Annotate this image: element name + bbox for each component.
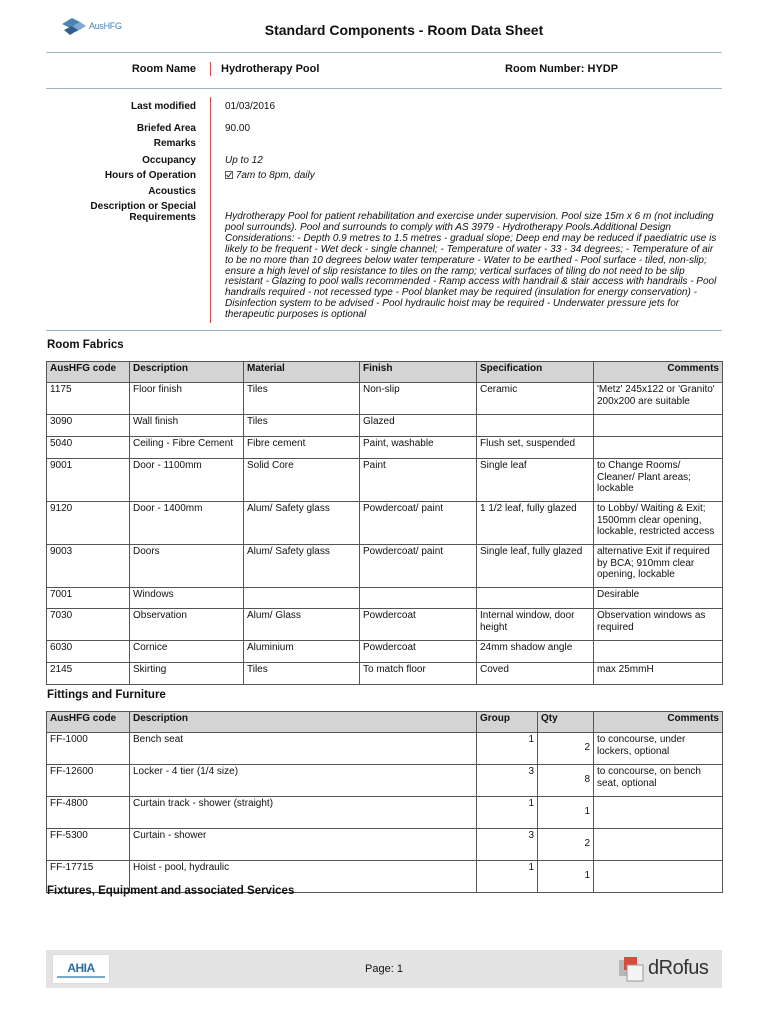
cell-code: FF-5300 [47, 829, 130, 861]
occupancy-label: Occupancy [142, 155, 196, 166]
fittings-table [46, 711, 723, 893]
table-row [47, 641, 723, 663]
cell-description: Curtain track - shower (straight) [130, 797, 477, 829]
cell-code: FF-12600 [47, 765, 130, 797]
cell-code: 1175 [47, 383, 130, 415]
cell-finish: Powdercoat/ paint [360, 545, 477, 588]
fittings-title: Fittings and Furniture [47, 689, 166, 701]
page-footer [46, 950, 722, 988]
cell-comments: Desirable [594, 588, 723, 609]
cell-description: Curtain - shower [130, 829, 477, 861]
cell-finish: Paint, washable [360, 437, 477, 459]
cell-comments: Observation windows as required [594, 609, 723, 641]
remarks-label: Remarks [153, 138, 196, 149]
cell-description: Observation [130, 609, 244, 641]
cell-group: 1 [477, 733, 538, 765]
room-name-separator [210, 62, 211, 76]
checkbox-checked-icon [225, 171, 233, 179]
briefed-area-label: Briefed Area [136, 123, 196, 134]
cell-material: Alum/ Glass [244, 609, 360, 641]
cell-description: Ceiling - Fibre Cement [130, 437, 244, 459]
cell-description: Locker - 4 tier (1/4 size) [130, 765, 477, 797]
cell-group: 1 [477, 797, 538, 829]
table-row [47, 829, 723, 861]
col-header-group: Group [477, 712, 538, 733]
cell-material: Tiles [244, 663, 360, 685]
cell-group: 1 [477, 861, 538, 893]
cell-finish: Powdercoat/ paint [360, 502, 477, 545]
cell-description: Door - 1100mm [130, 459, 244, 502]
cell-qty: 1 [538, 861, 594, 893]
table-row [47, 733, 723, 765]
cell-specification: Single leaf, fully glazed [477, 545, 594, 588]
col-header-code: AusHFG code [47, 712, 130, 733]
cell-description: Windows [130, 588, 244, 609]
cell-material: Tiles [244, 383, 360, 415]
cell-comments [594, 437, 723, 459]
cell-specification: Flush set, suspended [477, 437, 594, 459]
cell-comments: to concourse, on bench seat, optional [594, 765, 723, 797]
last-modified-value: 01/03/2016 [225, 101, 276, 112]
cell-qty: 8 [538, 765, 594, 797]
cell-finish: Powdercoat [360, 641, 477, 663]
room-name-label: Room Name [131, 63, 196, 75]
table-row [47, 459, 723, 502]
cell-specification [477, 588, 594, 609]
col-header-code: AusHFG code [47, 362, 130, 383]
cell-material: Solid Core [244, 459, 360, 502]
cell-description: Door - 1400mm [130, 502, 244, 545]
drofus-logo-icon [616, 954, 646, 984]
cell-description: Cornice [130, 641, 244, 663]
table-row [47, 588, 723, 609]
col-header-comments: Comments [594, 362, 723, 383]
table-header-row [47, 712, 723, 733]
cell-description: Skirting [130, 663, 244, 685]
last-modified-label: Last modified [130, 101, 196, 112]
cell-code: 2145 [47, 663, 130, 685]
col-header-comments: Comments [594, 712, 723, 733]
table-row [47, 797, 723, 829]
cell-material: Tiles [244, 415, 360, 437]
col-header-description: Description [130, 712, 477, 733]
cell-code: FF-17715 [47, 861, 130, 893]
col-header-qty: Qty [538, 712, 594, 733]
cell-specification: 1 1/2 leaf, fully glazed [477, 502, 594, 545]
cell-material: Aluminium [244, 641, 360, 663]
cell-code: 9001 [47, 459, 130, 502]
room-fabrics-title: Room Fabrics [47, 339, 124, 351]
cell-code: 5040 [47, 437, 130, 459]
cell-code: 7030 [47, 609, 130, 641]
cell-material: Fibre cement [244, 437, 360, 459]
cell-specification: Single leaf [477, 459, 594, 502]
cell-group: 3 [477, 765, 538, 797]
room-fabrics-table [46, 361, 723, 685]
hours-value [225, 170, 315, 181]
col-header-description: Description [130, 362, 244, 383]
cell-comments: to Change Rooms/ Cleaner/ Plant areas; lockable [594, 459, 723, 502]
cell-finish: Non-slip [360, 383, 477, 415]
cell-comments [594, 797, 723, 829]
table-row [47, 437, 723, 459]
ahia-logo-underline [57, 976, 105, 978]
cell-specification [477, 415, 594, 437]
cell-group: 3 [477, 829, 538, 861]
cell-code: FF-4800 [47, 797, 130, 829]
cell-code: 9003 [47, 545, 130, 588]
cell-comments [594, 861, 723, 893]
cell-specification: Ceramic [477, 383, 594, 415]
hours-text: 7am to 8pm, daily [235, 170, 315, 181]
drofus-logo-text: dRofus [648, 957, 709, 979]
ahia-logo-text: AHIA [67, 961, 95, 975]
acoustics-label: Acoustics [148, 186, 196, 197]
drofus-logo [616, 954, 720, 984]
table-row [47, 663, 723, 685]
cell-specification: Coved [477, 663, 594, 685]
cell-description: Hoist - pool, hydraulic [130, 861, 477, 893]
cell-description: Wall finish [130, 415, 244, 437]
table-row [47, 502, 723, 545]
table-row [47, 765, 723, 797]
table-row [47, 383, 723, 415]
col-header-material: Material [244, 362, 360, 383]
cell-qty: 2 [538, 829, 594, 861]
cell-code: FF-1000 [47, 733, 130, 765]
occupancy-value: Up to 12 [225, 155, 263, 166]
logo-text: AusHFG [89, 21, 122, 31]
cell-comments: to Lobby/ Waiting & Exit; 1500mm clear opening, lockable, restricted access [594, 502, 723, 545]
room-name: Hydrotherapy Pool [221, 63, 320, 75]
page-title: Standard Components - Room Data Sheet [264, 22, 544, 38]
cell-material: Alum/ Safety glass [244, 502, 360, 545]
cell-comments [594, 415, 723, 437]
cell-comments: 'Metz' 245x122 or 'Granito' 200x200 are suitable [594, 383, 723, 415]
page-number: Page: 1 [365, 963, 403, 975]
cell-finish: To match floor [360, 663, 477, 685]
briefed-area-value: 90.00 [225, 123, 251, 134]
details-separator [210, 97, 211, 323]
cell-specification: 24mm shadow angle [477, 641, 594, 663]
table-row [47, 545, 723, 588]
col-header-finish: Finish [360, 362, 477, 383]
cell-comments: alternative Exit if required by BCA; 910mm clear opening, lockable [594, 545, 723, 588]
description-value: Hydrotherapy Pool for patient rehabilitation and exercise under supervision. Pool size 15m x 6 m (not including pool surrounds). Pool and surrounds to comply with AS 3979 - Hydrotherapy Pools.Additional Design Considerations: - Depth 0.9 metres to 1.5 metres - gradual slope; Deep end may be reduced if paediatric use is likely to be frequent - Wet deck - single channel; - Temperature of water - 33 - 34 degrees; - Temperature of air to be no more than 10 degrees below water temperature - Water to be earthed - Pool surface - tiled, non-slip; ensure a high level of slip resistance to tiles on the ramp; vertical surfaces of tiling do not need to be slip resistant - Glazing to pool walls recommended - Ramp access with handrail & stair access with handrails - Pool handrails required - not recessed type - Pool blanket may be required (insulation for energy conservation) - Disinfection system to be advised - Pool hydraulic hoist may be required - Underwater pressure jets for therapeutic purposes is optional [225, 211, 717, 321]
cell-material [244, 588, 360, 609]
cell-description: Doors [130, 545, 244, 588]
col-header-specification: Specification [477, 362, 594, 383]
cell-code: 3090 [47, 415, 130, 437]
cell-comments [594, 641, 723, 663]
table-row [47, 609, 723, 641]
cell-comments: to concourse, under lockers, optional [594, 733, 723, 765]
cell-specification: Internal window, door height [477, 609, 594, 641]
cell-code: 9120 [47, 502, 130, 545]
fixtures-title: Fixtures, Equipment and associated Services [47, 885, 295, 897]
room-divider [46, 88, 722, 89]
cell-qty: 2 [538, 733, 594, 765]
cell-description: Floor finish [130, 383, 244, 415]
header-divider [46, 52, 722, 53]
description-label [60, 201, 196, 223]
cell-finish [360, 588, 477, 609]
cell-code: 7001 [47, 588, 130, 609]
cell-material: Alum/ Safety glass [244, 545, 360, 588]
table-row [47, 415, 723, 437]
description-label-line1: Description or Special [90, 201, 196, 212]
hours-label: Hours of Operation [104, 170, 196, 181]
cell-finish: Powdercoat [360, 609, 477, 641]
cell-comments [594, 829, 723, 861]
table-header-row [47, 362, 723, 383]
cell-code: 6030 [47, 641, 130, 663]
cell-qty: 1 [538, 797, 594, 829]
details-divider [46, 330, 722, 331]
room-number: Room Number: HYDP [505, 63, 619, 75]
description-label-line2: Requirements [129, 212, 196, 223]
cell-description: Bench seat [130, 733, 477, 765]
cell-finish: Glazed [360, 415, 477, 437]
cell-comments: max 25mmH [594, 663, 723, 685]
cell-finish: Paint [360, 459, 477, 502]
